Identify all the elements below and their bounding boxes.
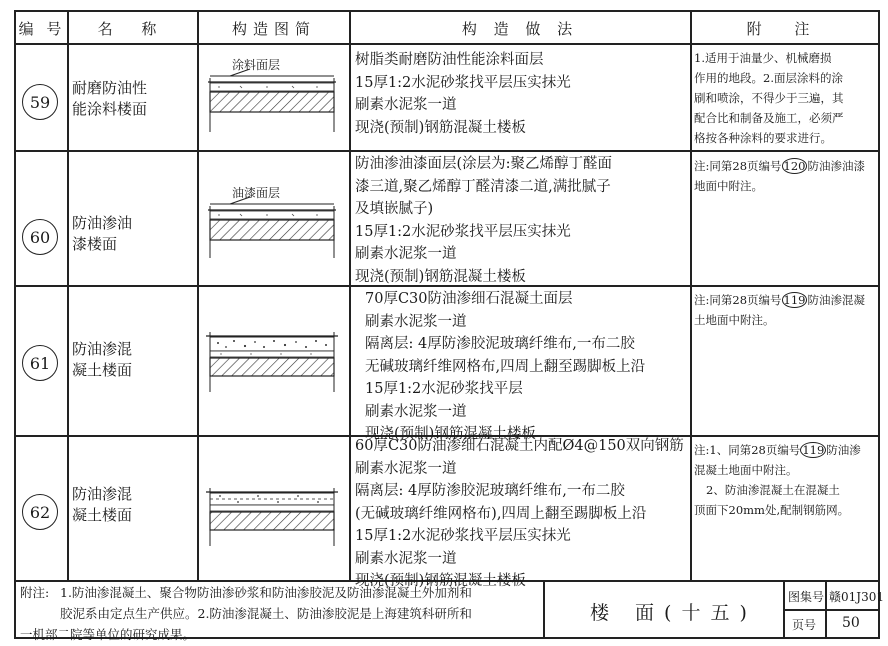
- item-name: 耐磨防油性 能涂料楼面: [72, 79, 148, 118]
- item-number: 61: [22, 345, 58, 381]
- col-divider: [349, 10, 351, 581]
- item-name: 防油渗混 凝土楼面: [72, 485, 133, 524]
- item-number: 62: [22, 494, 58, 530]
- method-text: 60厚C30防油渗细石混凝土内配Ø4@150双向钢筋 刷素水泥浆一道 隔离层: 4厚防渗胶泥玻璃纤维布,一布二胶 (无碱玻璃纤维网格布),四周上翻至踢脚板上沿 15厚1:2水泥砂浆找平层压实抹光 刷素水泥浆一道 现浇(预制)钢筋混凝土楼板: [355, 438, 684, 589]
- note-text: 注:1、同第28页编号 119 防油渗 混凝土地面中附注。 2、防油渗混凝土在混凝土 顶面下20mm处,配制钢筋网。: [694, 443, 861, 517]
- diagram-label: 油漆面层: [232, 186, 281, 200]
- method-text: 树脂类耐磨防油性能涂料面层 15厚1:2水泥砂浆找平层压实抹光 刷素水泥浆一道 现浇(预制)钢筋混凝土楼板: [355, 52, 571, 136]
- footer-note-text: 1.防油渗混凝土、聚合物防油渗砂浆和防油渗胶泥及防油渗混凝土外加剂和 胶泥系由定点生产供应。2.防油渗混凝土、防油渗胶泥是上海建筑科研所和 一机部二院等单位的研究成果。: [20, 585, 472, 642]
- reference-number: 120: [783, 159, 806, 173]
- reference-number: 119: [802, 443, 825, 457]
- header-method: 构 造 做 法: [461, 20, 579, 38]
- floor-section-diagram: [200, 318, 348, 398]
- row-divider: [14, 150, 880, 152]
- page-number-label: 页号: [792, 618, 817, 632]
- col-divider: [197, 10, 199, 581]
- col-divider: [690, 10, 692, 581]
- note-text: 注:同第28页编号 120 防油渗油漆 地面中附注。: [694, 159, 865, 193]
- header-notes: 附 注: [746, 20, 824, 38]
- header-diagram: 构造图简: [231, 20, 316, 38]
- diagram-label: 涂料面层: [232, 58, 281, 72]
- frame-left: [14, 10, 16, 639]
- col-divider: [67, 10, 69, 581]
- item-name: 防油渗混 凝土楼面: [72, 340, 133, 379]
- note-text: 1.适用于油量少、机械磨损 作用的地段。2.面层涂料的涂 刷和喷涂，不得少于三遍，其 配合比和制备及施工，必须严 格按各种涂料的要求进行。: [694, 51, 844, 145]
- note-text: 注:同第28页编号 119 防油渗混凝 土地面中附注。: [694, 293, 865, 327]
- floor-section-diagram: [200, 474, 348, 554]
- header-number: 编 号: [18, 20, 66, 38]
- page-number: 50: [842, 615, 860, 631]
- item-number: 60: [22, 219, 58, 255]
- method-text: 70厚C30防油渗细石混凝土面层 刷素水泥浆一道 隔离层: 4厚防渗胶泥玻璃纤维布,一布二胶 无碱玻璃纤维网格布,四周上翻至踢脚板上沿 15厚1:2水泥砂浆找平层 刷素水泥浆一道 现浇(预制)钢筋混凝土楼板: [365, 291, 646, 442]
- atlas-label: 图集号: [788, 590, 825, 604]
- item-name: 防油渗油 漆楼面: [72, 214, 133, 253]
- method-text: 防油渗油漆面层(涂层为:聚乙烯醇丁醛面 漆三道,聚乙烯醇丁醛清漆二道,满批腻子 及填嵌腻子) 15厚1:2水泥砂浆找平层压实抹光 刷素水泥浆一道 现浇(预制)钢筋混凝土楼板: [355, 156, 613, 285]
- footer-row-divider: [783, 609, 879, 611]
- footer-note-label: 附注:: [20, 585, 50, 600]
- reference-number: 119: [783, 293, 806, 307]
- header-name: 名 称: [97, 20, 169, 38]
- frame-right: [878, 10, 880, 639]
- frame-top: [14, 10, 880, 12]
- atlas-value: 赣01J301: [829, 590, 884, 604]
- item-number: 59: [22, 84, 58, 120]
- page-title: 楼 面(十五): [590, 602, 757, 624]
- header-rule: [14, 43, 880, 45]
